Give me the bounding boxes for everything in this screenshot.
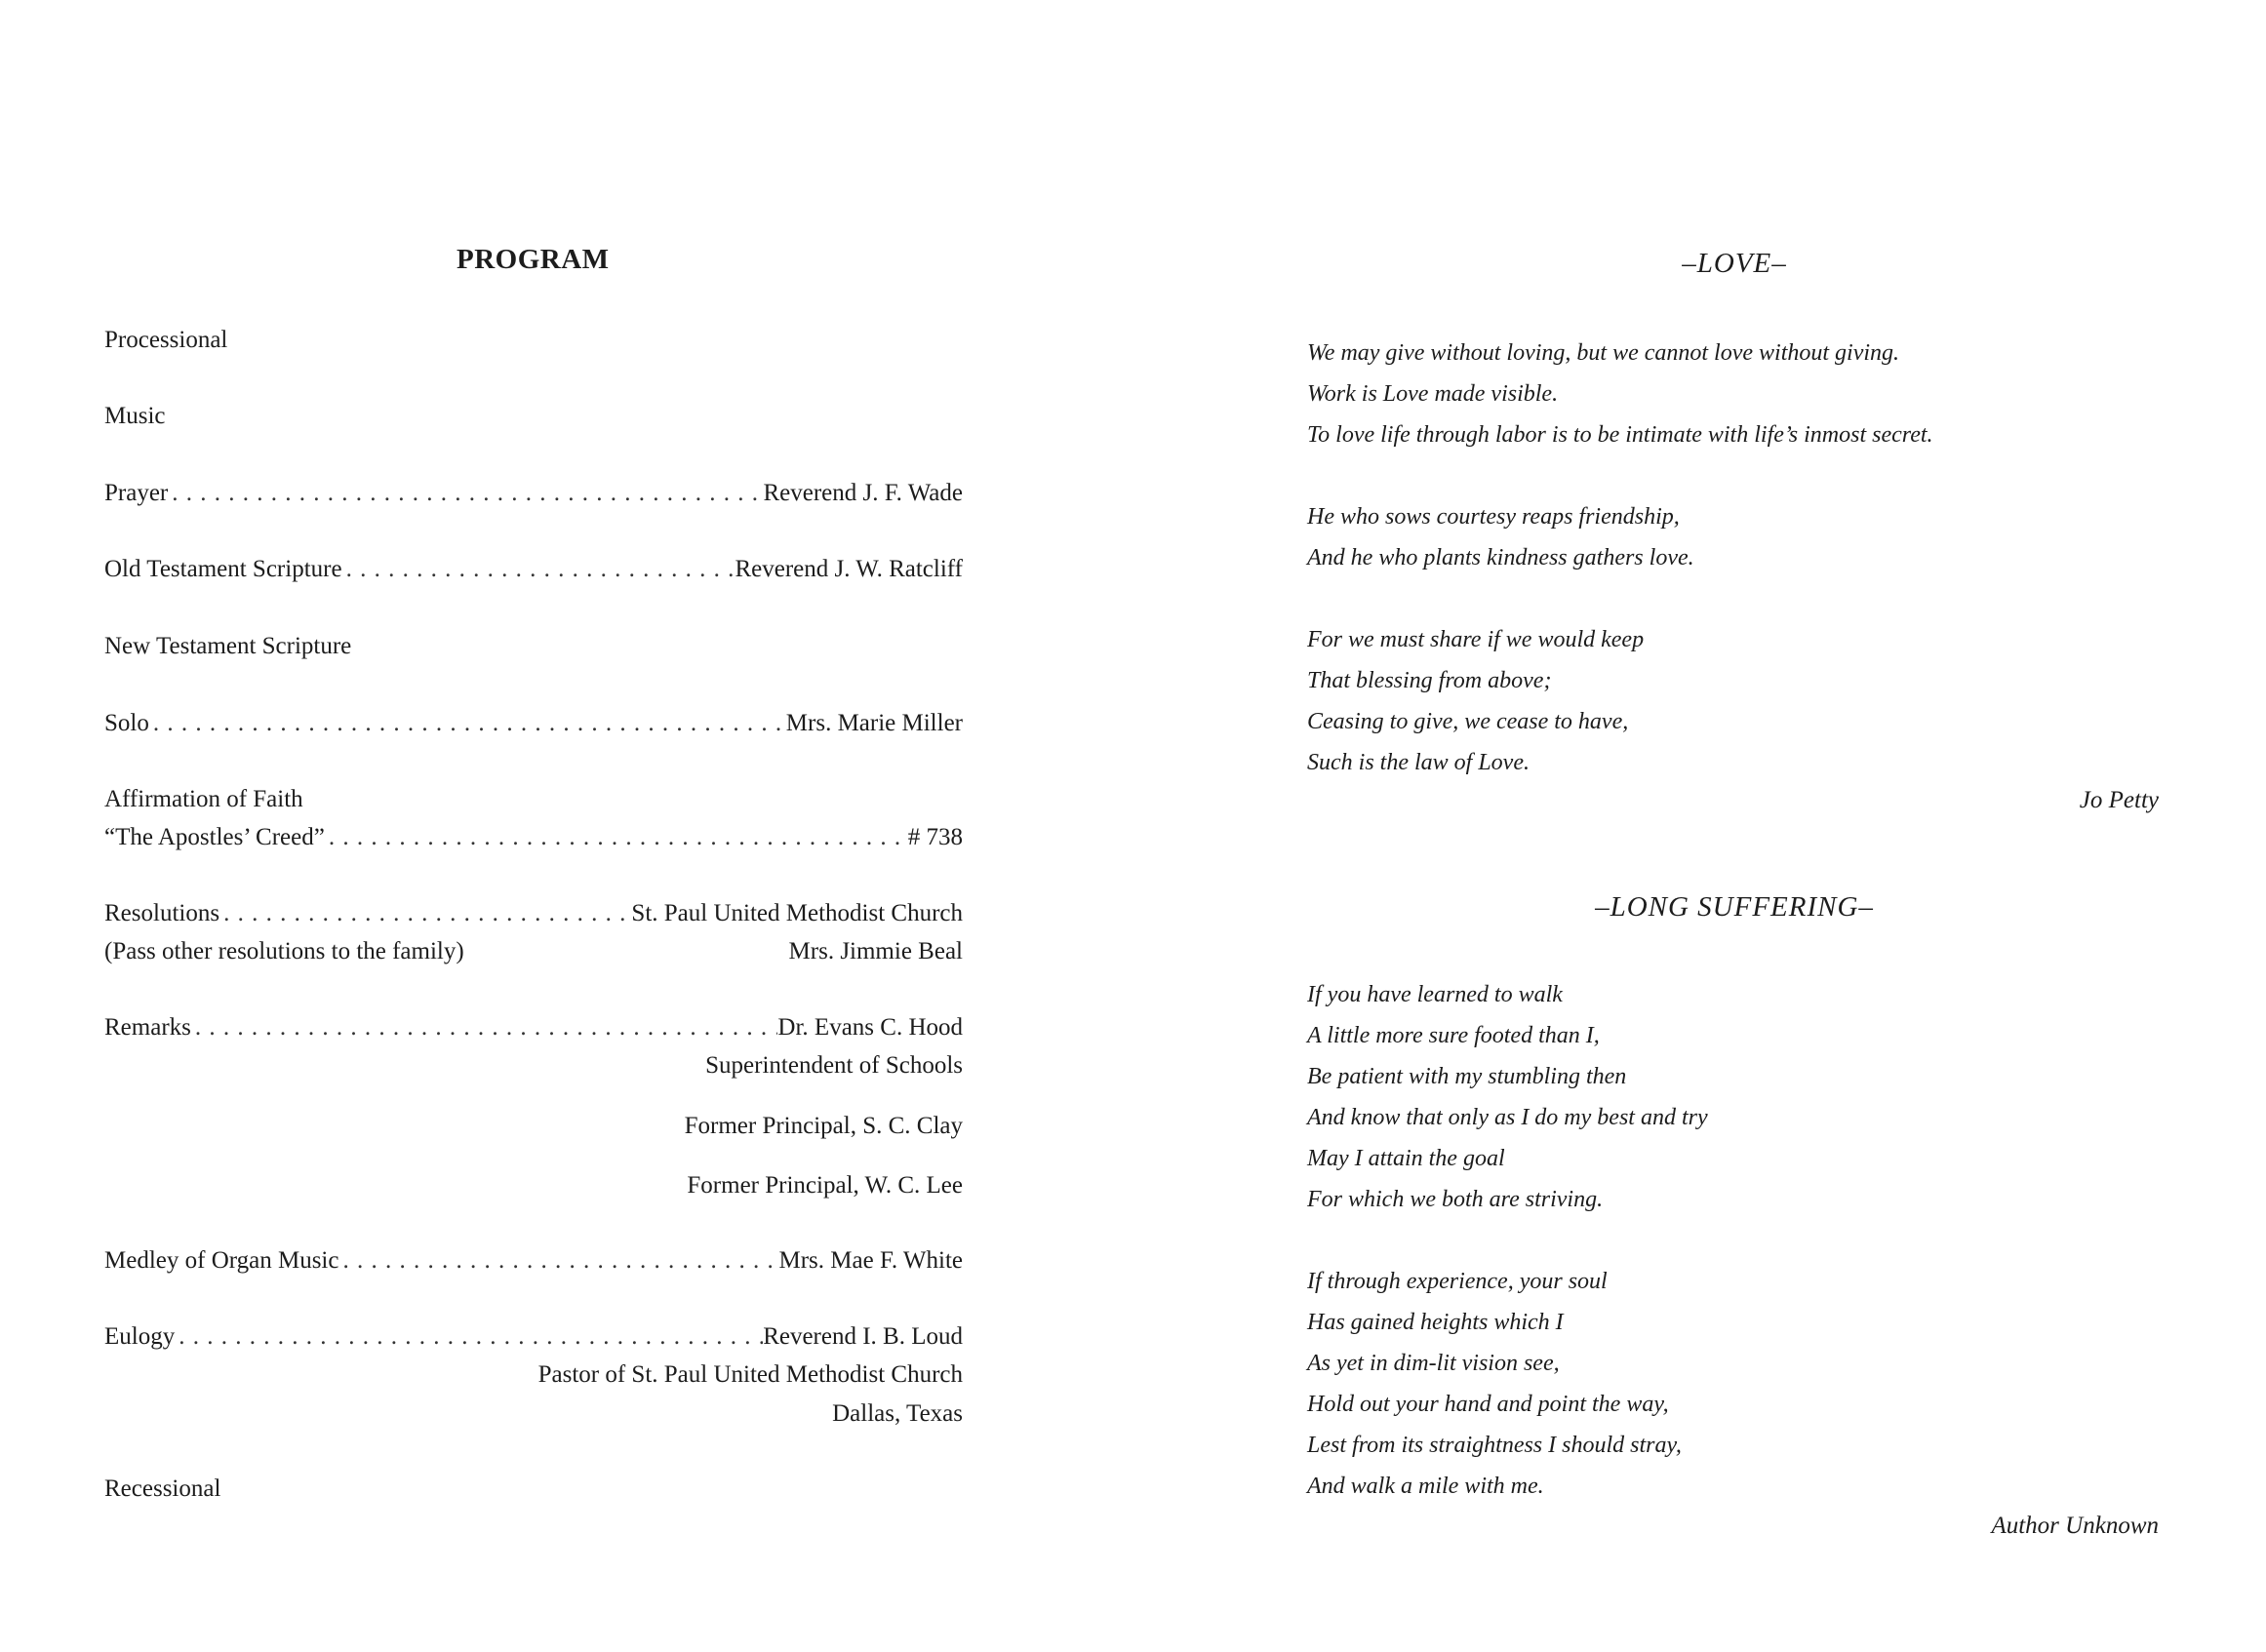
long-suffering-line: May I attain the goal [1307,1146,1505,1171]
item-label: Old Testament Scripture [104,556,342,582]
item-value: Reverend J. W. Ratcliff [735,556,963,582]
item-label: (Pass other resolutions to the family) [104,938,464,964]
item-label: Solo [104,710,149,736]
item-label: Resolutions [104,900,220,926]
long-suffering-line: Lest from its straightness I should stray, [1307,1433,1682,1458]
love-heading: –LOVE– [1682,248,1787,279]
item-label: Medley of Organ Music [104,1247,339,1274]
item-value: Pastor of St. Paul United Methodist Church [537,1361,963,1388]
dot-leader [175,1320,763,1354]
program-page [0,0,1132,1652]
long-suffering-line: As yet in dim-lit vision see, [1307,1351,1560,1376]
long-suffering-line: Hold out your hand and point the way, [1307,1392,1669,1417]
program-item-remarks [104,1011,963,1044]
item-value: Reverend J. F. Wade [763,480,963,506]
program-item-new-testament [104,630,963,663]
program-item-eulogy-city [104,1397,963,1431]
love-author: Jo Petty [2079,787,2159,813]
program-item-apostles-creed [104,821,963,854]
item-value: Reverend I. B. Loud [763,1323,963,1350]
item-value: Former Principal, S. C. Clay [684,1113,963,1139]
item-value: Dr. Evans C. Hood [777,1014,963,1041]
item-value: Superintendent of Schools [705,1052,963,1079]
love-line: We may give without loving, but we cannot love without giving. [1307,340,1900,366]
dot-leader [149,707,786,740]
program-item-old-testament [104,553,963,586]
dot-leader [338,1244,778,1278]
program-item-eulogy-pastor [104,1358,963,1392]
long-suffering-line: For which we both are striving. [1307,1187,1604,1212]
program-item-solo [104,707,963,740]
program-item-eulogy [104,1320,963,1354]
item-label: Processional [104,327,228,353]
love-line: To love life through labor is to be intimate with life’s inmost secret. [1307,422,1933,448]
item-value: Mrs. Mae F. White [778,1247,963,1274]
dot-leader [168,477,763,510]
love-line: That blessing from above; [1307,668,1552,693]
program-item-prayer [104,477,963,510]
love-line: Work is Love made visible. [1307,381,1559,407]
long-suffering-line: A little more sure footed than I, [1307,1023,1600,1048]
program-item-resolutions [104,897,963,930]
program-item-resolutions-note [104,935,963,968]
item-label: “The Apostles’ Creed” [104,824,325,850]
program-title: PROGRAM [457,244,610,275]
item-label: Affirmation of Faith [104,786,303,812]
program-item-remarks-lee [104,1169,963,1202]
long-suffering-line: Be patient with my stumbling then [1307,1064,1627,1089]
love-line: Such is the law of Love. [1307,750,1530,775]
love-line: And he who plants kindness gathers love. [1307,545,1694,570]
item-label: Music [104,403,166,429]
dot-leader [191,1011,778,1044]
item-value: Mrs. Marie Miller [785,710,963,736]
item-label: Eulogy [104,1323,176,1350]
long-suffering-line: And walk a mile with me. [1307,1474,1544,1499]
long-suffering-line: If you have learned to walk [1307,982,1563,1007]
love-line: For we must share if we would keep [1307,627,1645,652]
long-suffering-line: If through experience, your soul [1307,1269,1608,1294]
item-label: Prayer [104,480,169,506]
dot-leader [219,897,631,930]
item-value: Dallas, Texas [832,1400,963,1427]
item-value: St. Paul United Methodist Church [631,900,963,926]
item-label: Remarks [104,1014,191,1041]
item-value: Former Principal, W. C. Lee [687,1172,963,1199]
item-value: Mrs. Jimmie Beal [788,938,963,964]
dot-leader [325,821,908,854]
dot-leader [342,553,735,586]
program-item-affirmation [104,783,963,816]
item-label: Recessional [104,1475,221,1502]
program-item-remarks-clay [104,1110,963,1143]
love-line: He who sows courtesy reaps friendship, [1307,504,1680,530]
item-value: # 738 [907,824,963,850]
program-item-remarks-title [104,1049,963,1082]
program-item-processional [104,324,963,357]
long-suffering-line: Has gained heights which I [1307,1310,1564,1335]
item-label: New Testament Scripture [104,633,352,659]
program-item-organ-medley [104,1244,963,1278]
program-item-recessional [104,1473,963,1506]
love-line: Ceasing to give, we cease to have, [1307,709,1629,734]
long-suffering-heading: –LONG SUFFERING– [1595,891,1874,923]
long-suffering-line: And know that only as I do my best and try [1307,1105,1708,1130]
long-suffering-author: Author Unknown [1991,1513,2159,1539]
program-item-music [104,400,963,433]
